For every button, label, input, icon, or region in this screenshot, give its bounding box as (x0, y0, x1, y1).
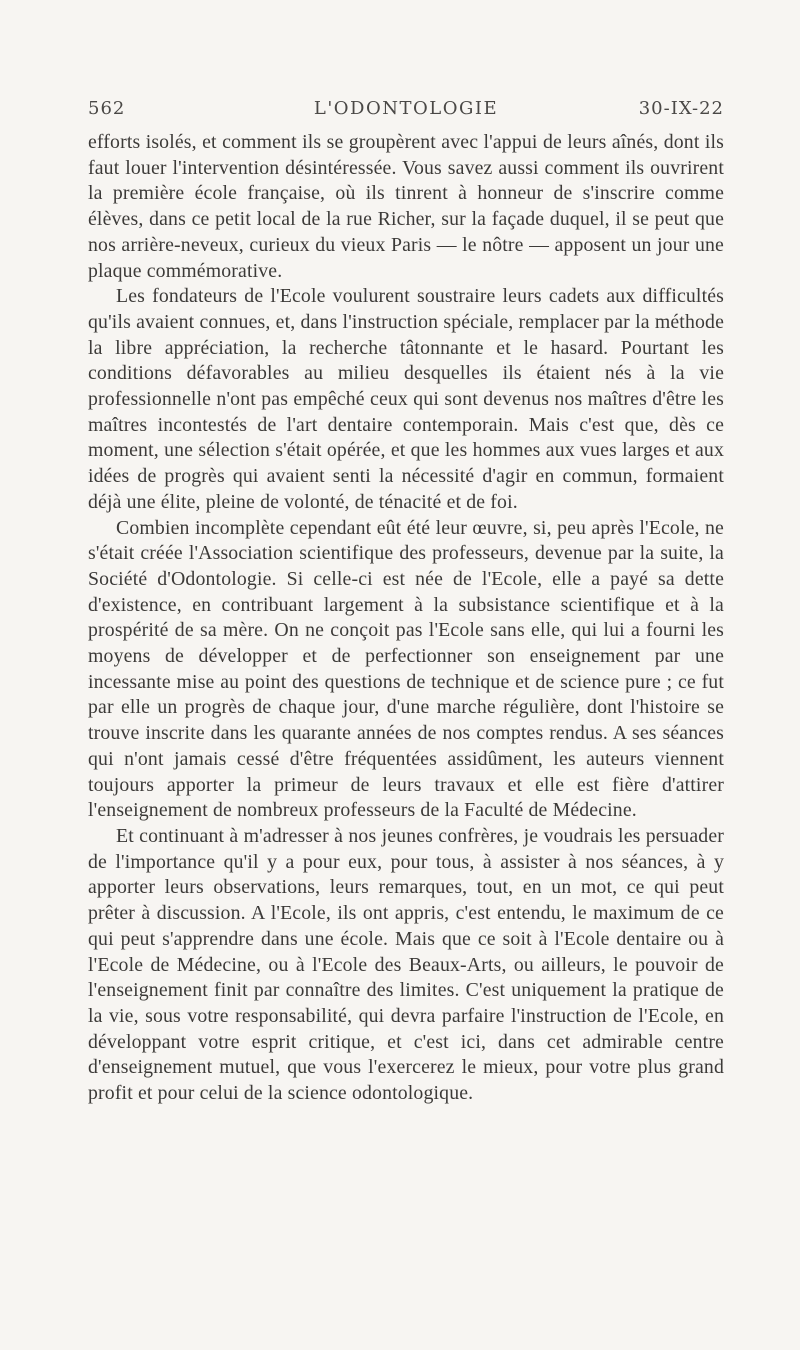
issue-date: 30-IX-22 (638, 98, 724, 119)
journal-title: L'ODONTOLOGIE (313, 98, 499, 119)
running-head (88, 98, 724, 128)
paragraph-society: Combien incomplète cependant eût été leur œuvre, si, peu après l'Ecole, ne s'était créée l'Association scientifique des professeurs, devenue par la suite, la Société d'Odontologie. Si celle-ci est née de l'Ecole, elle a payé sa dette d'existence, en contribuant largement à la subsistance scientifique et à la prospérité de sa mère. On ne conçoit pas l'Ecole sans elle, qui lui a fourni les moyens de développer et de perfectionner son enseignement par une incessante mise au point des questions de technique et de science pure ; ce fut par elle un progrès de chaque jour, d'une marche régulière, dont l'histoire se trouve inscrite dans les quarante années de nos comptes rendus. A ses séances qui n'ont jamais cessé d'être fréquentées assidûment, les auteurs viennent toujours apporter la primeur de leurs travaux et elle est fière d'attirer l'enseignement de nombreux professeurs de la Faculté de Médecine. (88, 516, 724, 822)
paragraph-young-colleagues: Et continuant à m'adresser à nos jeunes confrères, je voudrais les persuader de l'importance qu'il y a pour eux, pour tous, à assister à nos séances, à y apporter leurs observations, leurs remarques, tout, en un mot, ce qui peut prêter à discussion. A l'Ecole, ils ont appris, c'est entendu, le maximum de ce qui peut s'apprendre dans une école. Mais que ce soit à l'Ecole dentaire ou à l'Ecole de Médecine, ou à l'Ecole des Beaux-Arts, ou ailleurs, le pouvoir de l'enseignement finit par connaître des limites. C'est uniquement la pratique de la vie, sous votre responsabilité, qui devra parfaire l'instruction de l'Ecole, en développant votre esprit critique, et c'est ici, dans cet admirable centre d'enseignement mutuel, que vous l'exercerez le mieux, pour votre plus grand profit et pour celui de la science odontologique. (88, 824, 724, 1105)
paragraph-founders: Les fondateurs de l'Ecole voulurent soustraire leurs cadets aux difficultés qu'ils avaient connues, et, dans l'instruction spéciale, remplacer par la méthode la libre appréciation, la recherche tâtonnante et le hasard. Pourtant les conditions défavorables au milieu desquelles ils étaient nés à la vie professionnelle n'ont pas empêché ceux qui sont devenus nos maîtres d'être les maîtres incontestés de l'art dentaire contemporain. Mais c'est que, dès ce moment, une sélection s'était opérée, et que les hommes aux vues larges et aux idées de progrès qui avaient senti la nécessité d'agir en commun, formaient déjà une élite, pleine de volonté, de ténacité et de foi. (88, 285, 724, 513)
page-number: 562 (88, 98, 126, 119)
body-text (88, 130, 724, 1107)
paragraph-continuation: efforts isolés, et comment ils se groupèrent avec l'appui de leurs aînés, dont ils faut louer l'intervention désintéressée. Vous savez aussi comment ils ouvrirent la première école française, où ils tinrent à honneur de s'inscrire comme élèves, dans ce petit local de la rue Richer, sur la façade duquel, il se peut que nos arrière-neveux, curieux du vieux Paris — le nôtre — apposent un jour une plaque commémorative. (88, 131, 724, 282)
